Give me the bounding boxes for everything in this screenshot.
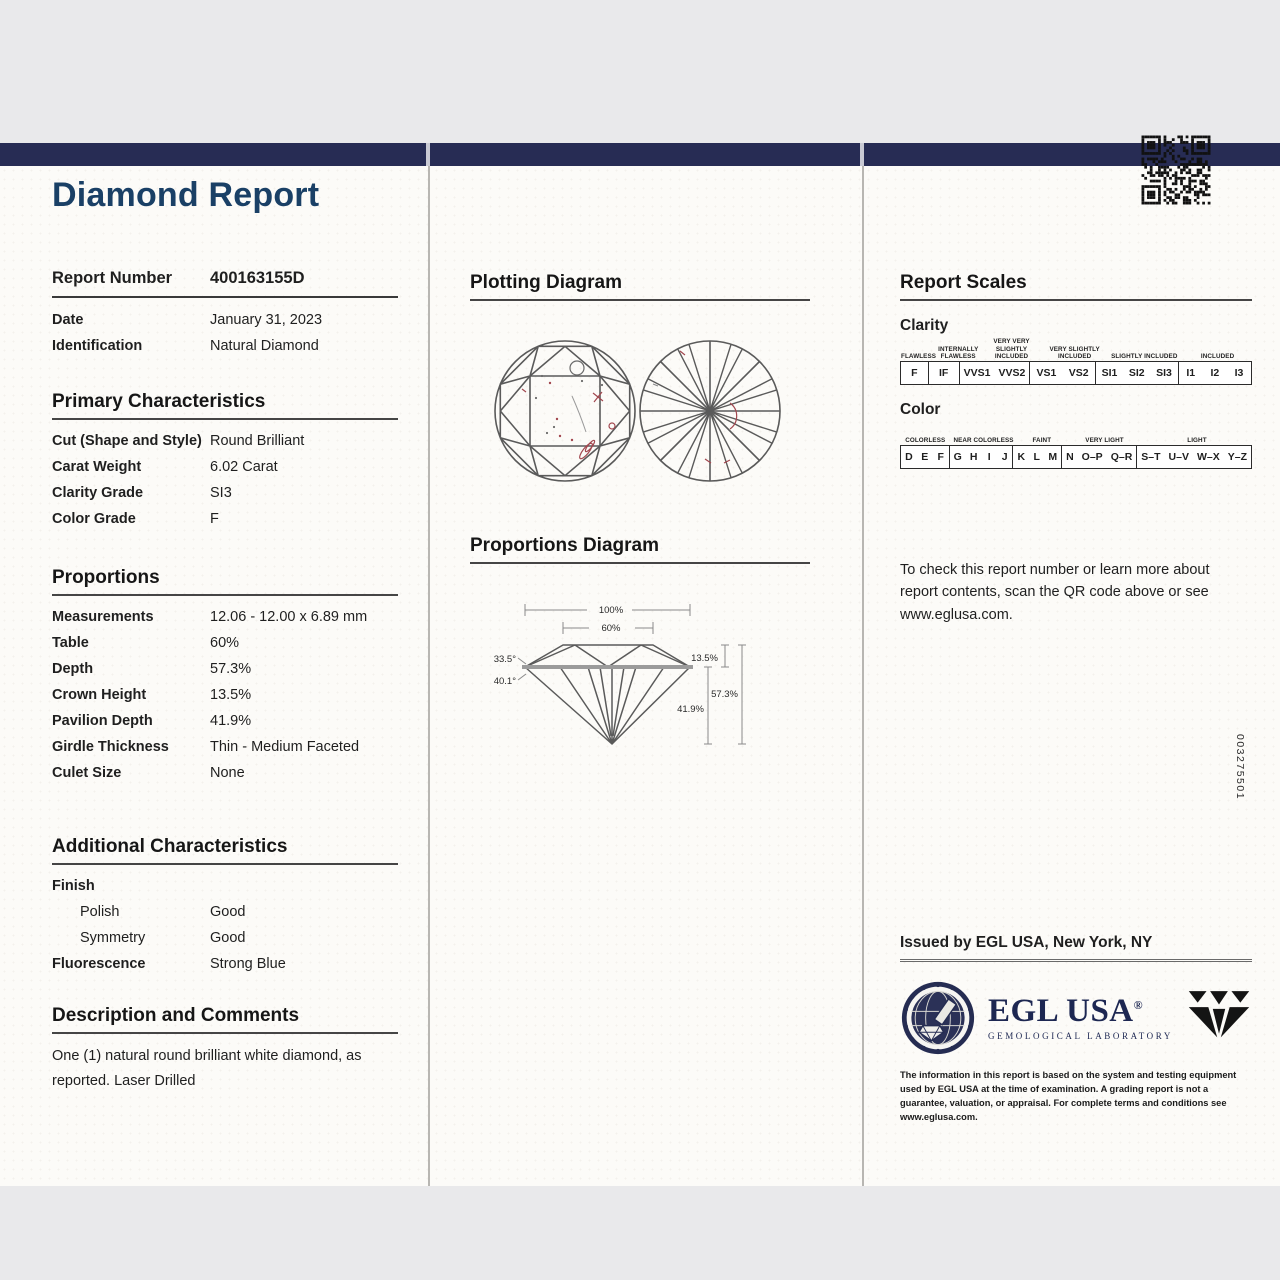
fluorescence-row: [52, 951, 398, 977]
clarity-group-label: VERY VERY SLIGHTLY INCLUDED: [993, 338, 1030, 361]
color-cell: Y–Z: [1227, 451, 1248, 463]
table-value: 60%: [210, 635, 240, 651]
color-cell: U–V: [1168, 451, 1189, 463]
fluorescence-value: Strong Blue: [210, 956, 286, 972]
report-scales-heading: Report Scales: [900, 272, 1252, 301]
fluorescence-label: Fluorescence: [52, 956, 146, 972]
identification-value: Natural Diamond: [210, 338, 319, 354]
egl-logo-name: EGL USA®: [988, 993, 1144, 1029]
panel-divider-left: [428, 166, 430, 1186]
depth-label: Depth: [52, 661, 94, 677]
cut-label: Cut (Shape and Style): [52, 433, 202, 449]
culet-row: [52, 760, 398, 786]
proportions-profile-diagram: [480, 584, 820, 784]
clarity-cell: I1: [1186, 367, 1196, 379]
serial-number: 003275501: [1234, 734, 1246, 801]
depth-value: 57.3%: [210, 661, 252, 677]
color-group-label: FAINT: [1032, 437, 1052, 445]
dim-total-depth: 57.3%: [711, 689, 738, 700]
cut-value: Round Brilliant: [210, 433, 305, 449]
color-cell: L: [1033, 451, 1040, 463]
clarity-cell: SI2: [1128, 367, 1145, 379]
color-cell: E: [921, 451, 929, 463]
girdle-value: Thin - Medium Faceted: [210, 739, 360, 755]
color-cell: W–X: [1196, 451, 1220, 463]
polish-row: [52, 899, 398, 925]
measurements-label: Measurements: [52, 609, 154, 625]
identification-label: Identification: [52, 338, 143, 354]
pavilion-depth-value: 41.9%: [210, 713, 252, 729]
symmetry-label: Symmetry: [80, 930, 146, 946]
page-title: Diamond Report: [52, 176, 320, 214]
clarity-cell: VVS1: [963, 367, 991, 379]
crown-height-label: Crown Height: [52, 687, 147, 703]
clarity-cell: I2: [1210, 367, 1220, 379]
color-grade-label: Color Grade: [52, 511, 136, 527]
color-cell: G: [953, 451, 962, 463]
panel-report-details: [52, 166, 398, 1095]
report-number-row: [52, 269, 398, 298]
depth-row: [52, 656, 398, 682]
carat-value: 6.02 Carat: [210, 459, 278, 475]
issued-by: Issued by EGL USA, New York, NY: [900, 934, 1252, 962]
color-cell: O–P: [1081, 451, 1103, 463]
report-paper: [0, 166, 1280, 1186]
color-group-label: NEAR COLORLESS: [953, 437, 1014, 445]
fold-crease-right: [860, 143, 864, 166]
clarity-grade-value: SI3: [210, 485, 232, 501]
proportions-heading: Proportions: [52, 567, 398, 596]
panel-divider-right: [862, 166, 864, 1186]
primary-characteristics-rows: [52, 428, 398, 532]
dim-crown-height: 13.5%: [691, 653, 718, 664]
color-group-label: LIGHT: [1187, 437, 1207, 445]
culet-label: Culet Size: [52, 765, 122, 781]
polish-value: Good: [210, 904, 246, 920]
dim-crown-angle: 33.5°: [493, 654, 516, 665]
carat-label: Carat Weight: [52, 459, 142, 475]
proportions-rows: [52, 604, 398, 786]
clarity-grade-row: [52, 480, 398, 506]
color-cell: F: [937, 451, 944, 463]
clarity-group-label: VERY SLIGHTLY INCLUDED: [1049, 345, 1100, 361]
measurements-row: [52, 604, 398, 630]
panel-diagrams: [470, 166, 810, 784]
description-heading: Description and Comments: [52, 1005, 398, 1034]
report-number-label: Report Number: [52, 269, 173, 287]
color-cell: J: [1001, 451, 1008, 463]
carat-row: [52, 454, 398, 480]
color-grade-value: F: [210, 511, 219, 527]
clarity-cell: SI1: [1101, 367, 1118, 379]
description-text: One (1) natural round brilliant white diamond, as reported. Laser Drilled: [52, 1048, 362, 1090]
date-value: January 31, 2023: [210, 312, 323, 328]
clarity-cell: VVS2: [998, 367, 1026, 379]
clarity-scale-heading: Clarity: [900, 317, 949, 334]
identification-row: [52, 333, 398, 359]
plotting-diagram-heading: Plotting Diagram: [470, 272, 810, 301]
culet-value: None: [210, 765, 245, 781]
clarity-cell: IF: [939, 367, 949, 379]
clarity-cell: VS1: [1036, 367, 1057, 379]
pavilion-depth-label: Pavilion Depth: [52, 713, 153, 729]
crown-height-row: [52, 682, 398, 708]
color-cell: K: [1017, 451, 1026, 463]
table-label: Table: [52, 635, 89, 651]
additional-characteristics-rows: [52, 873, 398, 977]
dim-table-width: 60%: [601, 623, 621, 634]
symmetry-row: [52, 925, 398, 951]
qr-code: [1136, 130, 1216, 210]
color-grade-row: [52, 506, 398, 532]
polish-label: Polish: [80, 904, 120, 920]
color-scale-heading: Color: [900, 401, 941, 418]
issuer-footer: [900, 934, 1252, 1125]
plotting-diagram: [490, 333, 810, 491]
cut-row: [52, 428, 398, 454]
clarity-group-label: SLIGHTLY INCLUDED: [1111, 353, 1178, 361]
color-group-label: COLORLESS: [905, 437, 946, 445]
proportions-diagram-heading: Proportions Diagram: [470, 535, 810, 564]
date-label: Date: [52, 312, 84, 328]
measurements-value: 12.06 - 12.00 x 6.89 mm: [210, 609, 368, 625]
clarity-group-label: FLAWLESS: [901, 353, 937, 361]
dim-pavilion-angle: 40.1°: [493, 676, 516, 687]
color-cell: N: [1066, 451, 1074, 463]
diamond-icon: [1187, 987, 1251, 1050]
egl-logo-text: [988, 995, 1173, 1041]
fold-top-bar: [0, 143, 1280, 166]
finish-row: [52, 873, 398, 899]
color-scale: [900, 427, 1252, 469]
color-cell: S–T: [1141, 451, 1161, 463]
color-group-label: VERY LIGHT: [1085, 437, 1124, 445]
clarity-group-label: INCLUDED: [1200, 353, 1235, 361]
dim-pavilion-depth: 41.9%: [677, 704, 704, 715]
report-meta: [52, 307, 398, 359]
report-number-value: 400163155D: [210, 269, 305, 287]
color-cell: D: [905, 451, 913, 463]
primary-characteristics-heading: Primary Characteristics: [52, 391, 398, 420]
finish-label: Finish: [52, 878, 95, 894]
egl-logo-subtitle: GEMOLOGICAL LABORATORY: [988, 1031, 1173, 1041]
clarity-group-label: INTERNALLY FLAWLESS: [938, 345, 979, 361]
table-row: [52, 630, 398, 656]
egl-globe-emblem-icon: [900, 980, 976, 1056]
clarity-cell: I3: [1234, 367, 1244, 379]
clarity-cell: VS2: [1068, 367, 1089, 379]
color-cell: Q–R: [1110, 451, 1133, 463]
disclaimer-text: The information in this report is based on the system and testing equipment used by EGL USA at the time of examination. A grading report is not a guarantee, valuation, or appraisal. For complete terms and conditions see www.eglusa.com.: [900, 1070, 1237, 1122]
date-row: [52, 307, 398, 333]
clarity-cell: F: [911, 367, 918, 379]
pavilion-depth-row: [52, 708, 398, 734]
crown-height-value: 13.5%: [210, 687, 252, 703]
color-cell: I: [987, 451, 991, 463]
girdle-label: Girdle Thickness: [52, 739, 169, 755]
color-cell: H: [969, 451, 978, 463]
clarity-grade-label: Clarity Grade: [52, 485, 144, 501]
egl-logo-row: [900, 980, 1252, 1056]
clarity-cell: SI3: [1156, 367, 1172, 379]
symmetry-value: Good: [210, 930, 246, 946]
color-cell: M: [1048, 451, 1058, 463]
registered-mark: ®: [1133, 998, 1144, 1012]
clarity-scale: [900, 338, 1252, 385]
qr-instructions: To check this report number or learn more about report contents, scan the QR code above or see www.eglusa.com.: [900, 562, 1210, 623]
girdle-row: [52, 734, 398, 760]
fold-crease-left: [426, 143, 430, 166]
additional-characteristics-heading: Additional Characteristics: [52, 836, 398, 865]
dim-total-width: 100%: [598, 605, 624, 616]
